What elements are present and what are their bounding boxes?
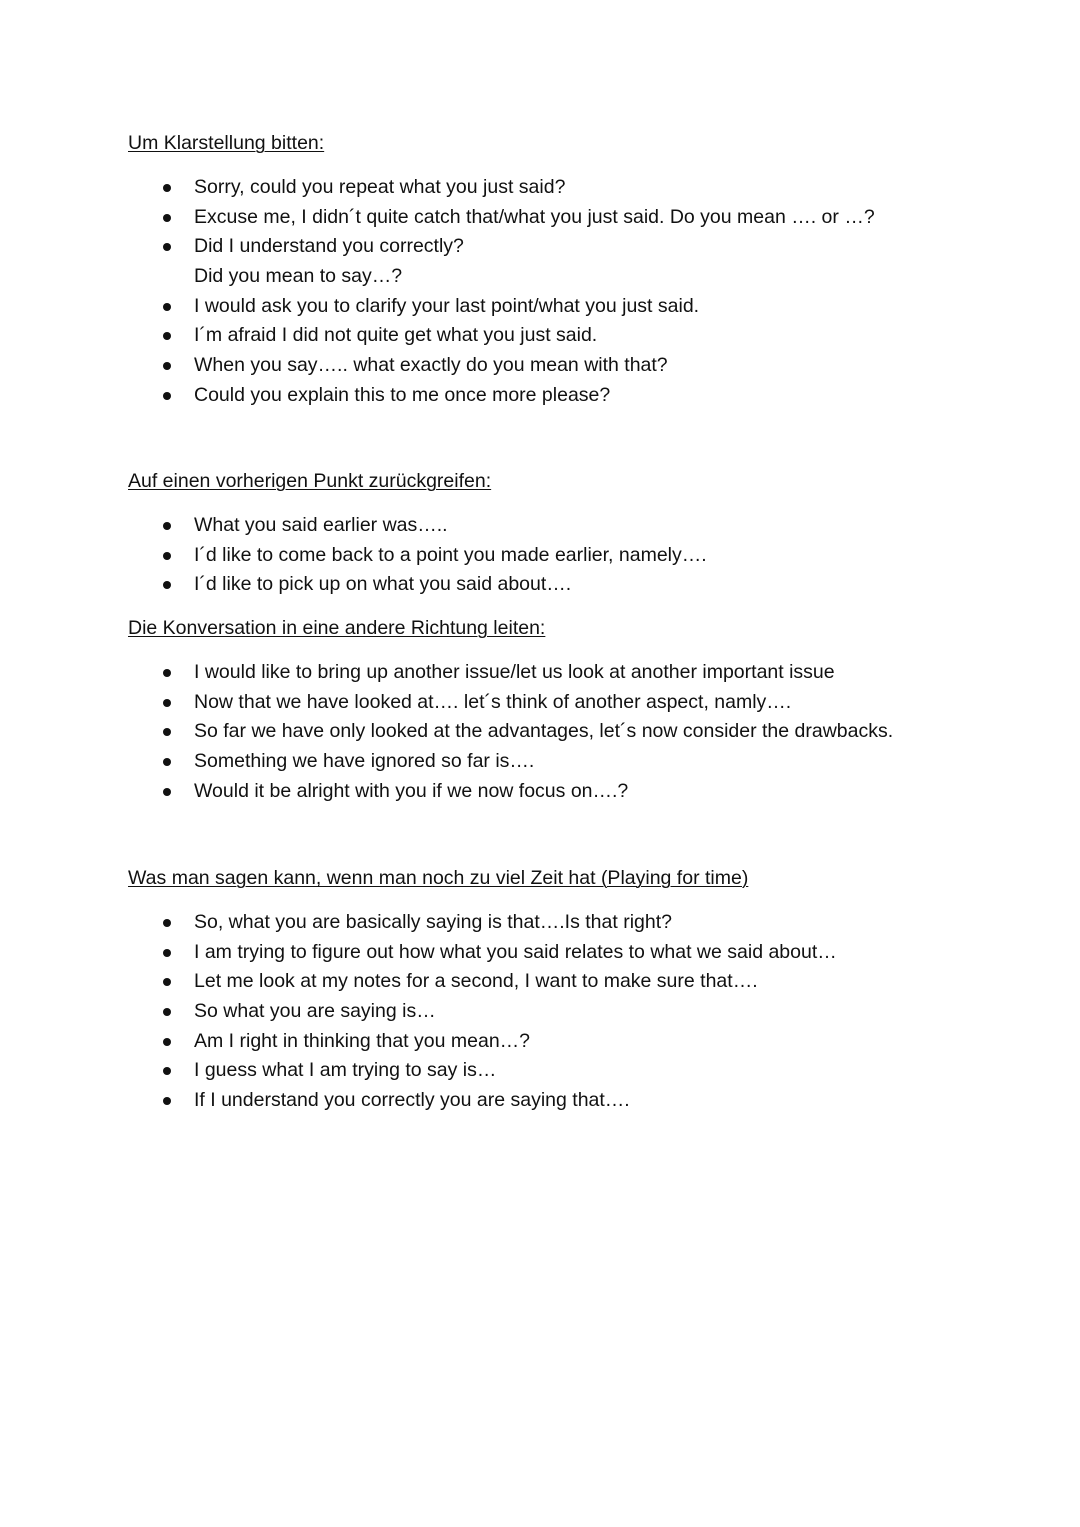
list-item <box>128 967 1028 997</box>
phrase-list <box>128 511 1028 600</box>
phrase-list <box>128 908 1028 1116</box>
list-item <box>128 381 1028 411</box>
bullet-icon <box>163 1067 171 1075</box>
bullet-icon <box>163 362 171 370</box>
bullet-icon <box>163 303 171 311</box>
list-item-text: Did I understand you correctly? <box>194 235 464 258</box>
bullet-icon <box>163 728 171 736</box>
bullet-icon <box>163 522 171 530</box>
list-item-text: Now that we have looked at…. let´s think of another aspect, namly…. <box>194 690 792 713</box>
list-item-text: Sorry, could you repeat what you just said? <box>194 176 566 198</box>
list-item <box>128 1027 1028 1057</box>
list-item-text: I´d like to pick up on what you said about…. <box>194 573 572 596</box>
bullet-icon <box>163 214 171 222</box>
list-item <box>128 262 1028 292</box>
section-heading: Was man sagen kann, wenn man noch zu viel Zeit hat (Playing for time) <box>128 867 749 889</box>
list-item <box>128 203 1028 233</box>
list-item-text: Am I right in thinking that you mean…? <box>194 1029 531 1052</box>
section-heading: Auf einen vorherigen Punkt zurückgreifen: <box>128 470 492 492</box>
list-item-text: So far we have only looked at the advantages, let´s now consider the drawbacks. <box>194 720 894 743</box>
list-item-text: So, what you are basically saying is that….Is that right? <box>194 911 672 933</box>
bullet-icon <box>163 669 171 677</box>
list-item-text: I would ask you to clarify your last point/what you just said. <box>194 294 700 317</box>
bullet-icon <box>163 552 171 560</box>
phrase-list <box>128 658 1028 806</box>
list-item-text: Let me look at my notes for a second, I want to make sure that…. <box>194 970 758 993</box>
list-item-text: Did you mean to say…? <box>194 265 403 288</box>
list-item <box>128 321 1028 351</box>
list-item <box>128 997 1028 1027</box>
list-item <box>128 351 1028 381</box>
section-refer-back <box>128 469 1028 600</box>
list-item <box>128 511 1028 541</box>
list-item <box>128 658 1028 688</box>
bullet-icon <box>163 1097 171 1105</box>
list-item <box>128 688 1028 718</box>
list-item <box>128 777 1028 807</box>
bullet-icon <box>163 184 171 192</box>
bullet-icon <box>163 699 171 707</box>
list-item <box>128 173 1028 203</box>
list-item-text: Something we have ignored so far is…. <box>194 750 535 773</box>
bullet-icon <box>163 919 171 927</box>
list-item-text: Would it be alright with you if we now focus on….? <box>194 779 629 802</box>
bullet-icon <box>163 788 171 796</box>
list-item-text: I am trying to figure out how what you said relates to what we said about… <box>194 940 837 963</box>
section-clarification <box>128 131 1028 411</box>
section-change-direction <box>128 616 1028 806</box>
section-playing-for-time <box>128 866 1028 1116</box>
list-item-text: I´m afraid I did not quite get what you just said. <box>194 324 598 347</box>
list-item-text: I guess what I am trying to say is… <box>194 1059 497 1082</box>
list-item-text: What you said earlier was….. <box>194 514 448 536</box>
section-heading: Um Klarstellung bitten: <box>128 132 325 154</box>
list-item-text: Could you explain this to me once more please? <box>194 383 611 406</box>
list-item <box>128 292 1028 322</box>
list-item-text: When you say….. what exactly do you mean with that? <box>194 354 668 377</box>
list-item <box>128 570 1028 600</box>
list-item-text: So what you are saying is… <box>194 1000 436 1023</box>
bullet-icon <box>163 332 171 340</box>
bullet-icon <box>163 978 171 986</box>
bullet-icon <box>163 949 171 957</box>
list-item <box>128 717 1028 747</box>
list-item <box>128 938 1028 968</box>
bullet-icon <box>163 1038 171 1046</box>
phrase-list <box>128 173 1028 411</box>
section-heading: Die Konversation in eine andere Richtung leiten: <box>128 617 546 639</box>
bullet-icon <box>163 581 171 589</box>
list-item <box>128 1086 1028 1116</box>
list-item-text: I would like to bring up another issue/let us look at another important issue <box>194 661 835 683</box>
list-item <box>128 908 1028 938</box>
bullet-icon <box>163 758 171 766</box>
list-item-text: If I understand you correctly you are saying that…. <box>194 1089 630 1112</box>
list-item-text: I´d like to come back to a point you made earlier, namely…. <box>194 543 707 566</box>
bullet-icon <box>163 243 171 251</box>
bullet-icon <box>163 392 171 400</box>
list-item <box>128 541 1028 571</box>
list-item <box>128 1056 1028 1086</box>
list-item <box>128 747 1028 777</box>
list-item-text: Excuse me, I didn´t quite catch that/what you just said. Do you mean …. or …? <box>194 205 875 228</box>
bullet-icon <box>163 1008 171 1016</box>
list-item <box>128 232 1028 262</box>
